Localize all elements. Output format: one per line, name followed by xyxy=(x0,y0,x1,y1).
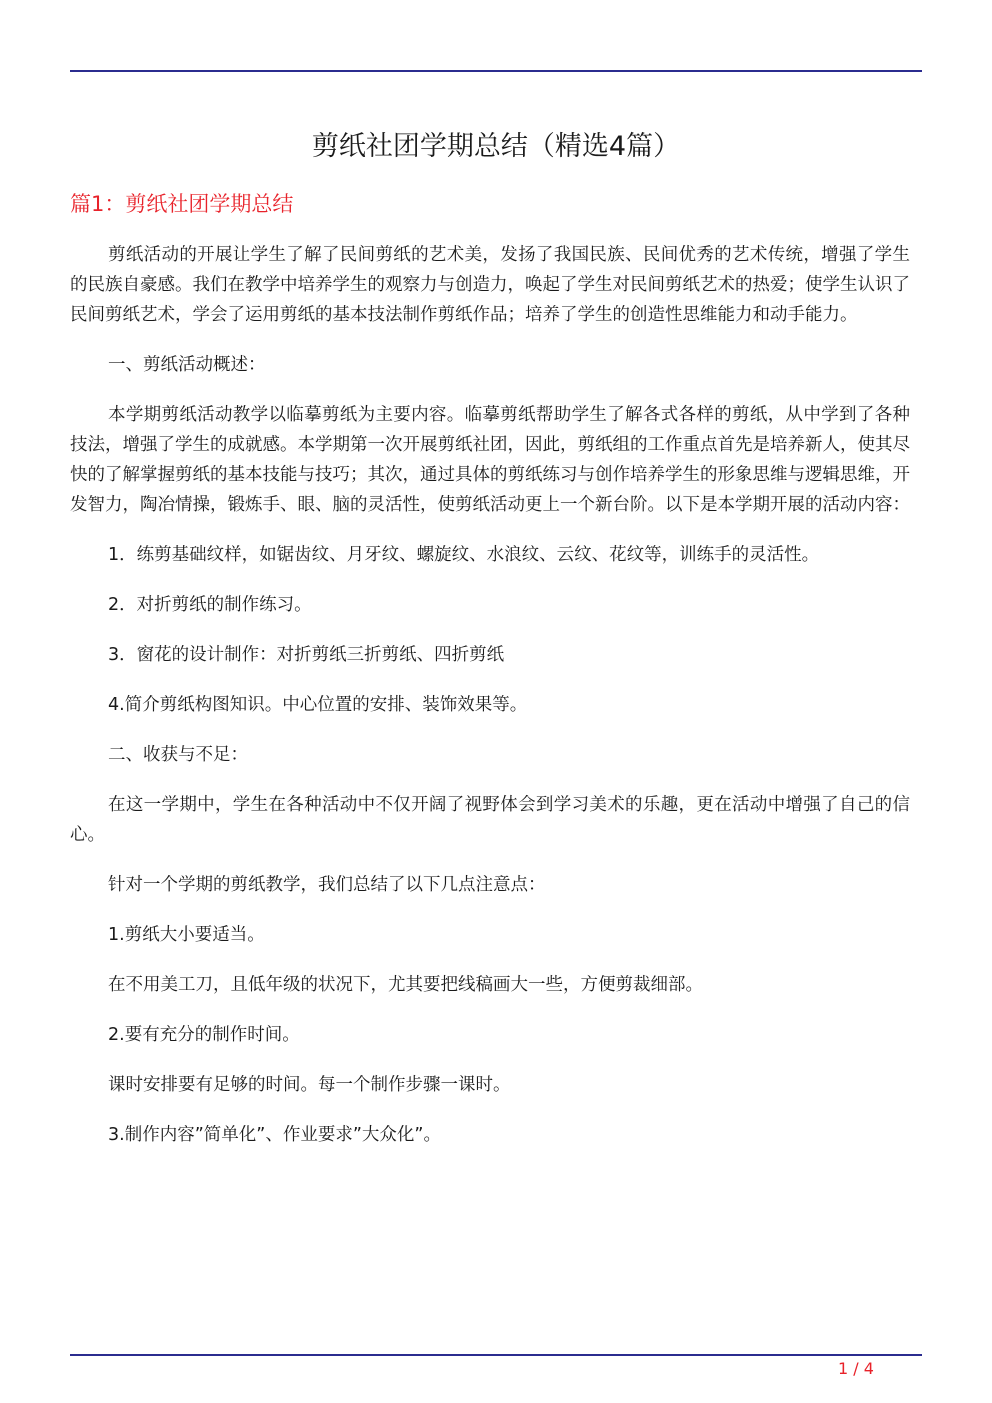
paragraph-intro: 剪纸活动的开展让学生了解了民间剪纸的艺术美，发扬了我国民族、民间优秀的艺术传统，增强了学生的民族自豪感。我们在教学中培养学生的观察力与创造力，唤起了学生对民间剪纸艺术的热爱；使学生认识了民间剪纸艺术，学会了运用剪纸的基本技法制作剪纸作品；培养了学生的创造性思维能力和动手能力。 xyxy=(70,245,910,325)
paragraph-item-4: 4.简介剪纸构图知识。中心位置的安排、装饰效果等。 xyxy=(108,695,528,715)
paragraph-item-3: 3．窗花的设计制作：对折剪纸三折剪纸、四折剪纸 xyxy=(108,645,505,665)
header-rule xyxy=(70,70,922,72)
page-title: 剪纸社团学期总结（精选4篇） xyxy=(311,131,681,162)
paragraph-item-2: 2．对折剪纸的制作练习。 xyxy=(108,595,312,615)
paragraph-gains: 在这一学期中，学生在各种活动中不仅开阔了视野体会到学习美术的乐趣，更在活动中增强了自己的信心。 xyxy=(70,795,910,845)
paragraph-note-3: 3.制作内容”简单化”、作业要求”大众化”。 xyxy=(108,1125,441,1145)
section-heading: 篇1：剪纸社团学期总结 xyxy=(70,192,294,216)
paragraph-item-1: 1．练剪基础纹样，如锯齿纹、月牙纹、螺旋纹、水浪纹、云纹、花纹等，训练手的灵活性。 xyxy=(108,545,820,565)
page-number: 1 / 4 xyxy=(838,1359,874,1378)
paragraph-note-1-detail: 在不用美工刀，且低年级的状况下，尤其要把线稿画大一些，方便剪裁细部。 xyxy=(108,975,703,995)
paragraph-overview-heading: 一、剪纸活动概述： xyxy=(108,355,266,375)
paragraph-overview: 本学期剪纸活动教学以临摹剪纸为主要内容。临摹剪纸帮助学生了解各式各样的剪纸，从中学到了各种技法，增强了学生的成就感。本学期第一次开展剪纸社团，因此，剪纸组的工作重点首先是培养新人，使其尽快的了解掌握剪纸的基本技能与技巧；其次，通过具体的剪纸练习与创作培养学生的形象思维与逻辑思维，开发智力，陶冶情操，锻炼手、眼、脑的灵活性，使剪纸活动更上一个新台阶。以下是本学期开展的活动内容： xyxy=(70,405,910,515)
paragraph-note-1: 1.剪纸大小要适当。 xyxy=(108,925,265,945)
document-body xyxy=(70,240,910,1170)
paragraph-note-2-detail: 课时安排要有足够的时间。每一个制作步骤一课时。 xyxy=(108,1075,511,1095)
footer-rule xyxy=(70,1354,922,1356)
paragraph-gains-heading: 二、收获与不足： xyxy=(108,745,248,765)
paragraph-notes-intro: 针对一个学期的剪纸教学，我们总结了以下几点注意点： xyxy=(108,875,546,895)
paragraph-note-2: 2.要有充分的制作时间。 xyxy=(108,1025,300,1045)
